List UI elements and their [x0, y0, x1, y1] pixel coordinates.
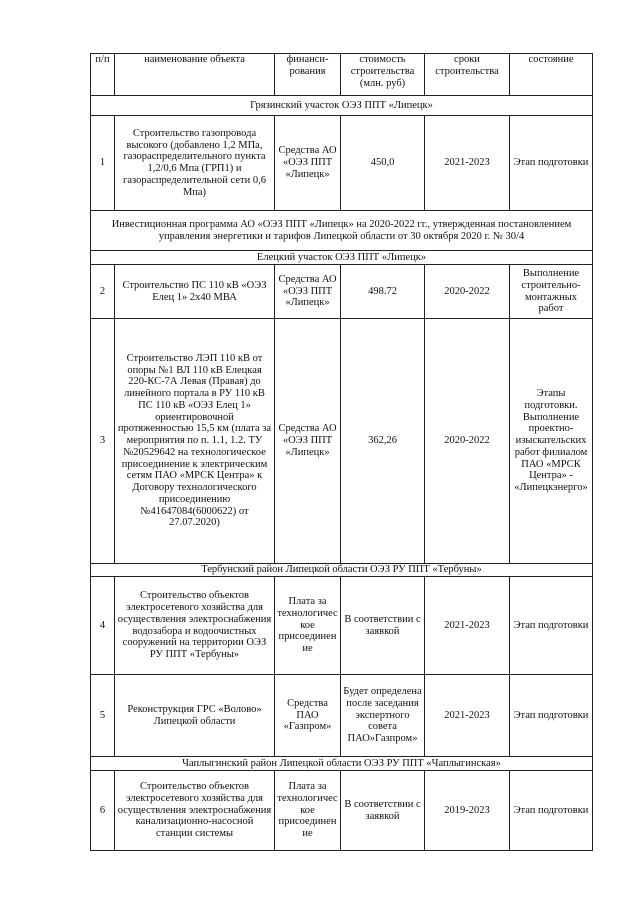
- header-period: сроки строительства: [425, 54, 510, 96]
- section-row: [91, 757, 593, 771]
- row-period: 2019-2023: [425, 771, 510, 851]
- row-num: 3: [91, 319, 115, 564]
- row-cost: В соответствии с заявкой: [341, 577, 425, 675]
- row-name: Строительство объектов электросетевого хозяйства для осуществления электроснабжения канализационно-насосной станции системы: [115, 771, 275, 851]
- table-row: [91, 319, 593, 564]
- row-financing: Плата за технологическое присоединение: [275, 771, 341, 851]
- row-status: Этап подготовки: [510, 116, 593, 211]
- header-name: наименование объекта: [115, 54, 275, 96]
- section-title: Чаплыгинский район Липецкой области ОЭЗ РУ ППТ «Чаплыгинская»: [91, 757, 593, 771]
- section-row: [91, 564, 593, 577]
- row-cost: 498.72: [341, 265, 425, 319]
- row-status: Этап подготовки: [510, 577, 593, 675]
- row-period: 2021-2023: [425, 116, 510, 211]
- row-cost: В соответствии с заявкой: [341, 771, 425, 851]
- row-financing: Средства АО «ОЭЗ ППТ «Липецк»: [275, 319, 341, 564]
- section-title: Инвестиционная программа АО «ОЭЗ ППТ «Липецк» на 2020-2022 гг., утвержденная постановлением управления энергетики и тарифов Липецкой области от 30 октября 2020 г. № 30/4: [91, 211, 593, 251]
- header-financing: финанси-рования: [275, 54, 341, 96]
- section-row: [91, 96, 593, 116]
- section-row: [91, 211, 593, 251]
- table-row: [91, 116, 593, 211]
- row-status: Этап подготовки: [510, 771, 593, 851]
- table-header-row: [91, 54, 593, 96]
- row-num: 4: [91, 577, 115, 675]
- row-period: 2020-2022: [425, 265, 510, 319]
- table-row: [91, 675, 593, 757]
- row-name: Строительство объектов электросетевого хозяйства для осуществления электроснабжения водозабора и водоочистных сооружений на территории ОЭЗ РУ ППТ «Тербуны»: [115, 577, 275, 675]
- row-cost: 362,26: [341, 319, 425, 564]
- section-title: Елецкий участок ОЭЗ ППТ «Липецк»: [91, 251, 593, 265]
- row-status: Этап подготовки: [510, 675, 593, 757]
- header-num: п/п: [91, 54, 115, 96]
- row-status: Выполнение строительно-монтажных работ: [510, 265, 593, 319]
- row-num: 1: [91, 116, 115, 211]
- section-row: [91, 251, 593, 265]
- row-name: Строительство ЛЭП 110 кВ от опоры №1 ВЛ 110 кВ Елецкая 220-КС-7А Левая (Правая) до линейного портала в РУ 110 кВ ПС 110 кВ «ОЭЗ Елец 1» ориентировочной протяженностью 15,5 км (плата за мероприятия по п. 1.1, 1.2. ТУ №20529642 на технологическое присоединение к электрическим сетям ПАО «МРСК Центра» к Договору технологического присоединению №41647084(6000622) от 27.07.2020): [115, 319, 275, 564]
- row-num: 2: [91, 265, 115, 319]
- row-name: Строительство газопровода высокого (добавлено 1,2 МПа, газораспределительного пункта 1,2/0,6 Мпа (ГРП1) и газораспределительной сети 0,6 Мпа): [115, 116, 275, 211]
- row-period: 2020-2022: [425, 319, 510, 564]
- table-row: [91, 577, 593, 675]
- section-title: Грязинский участок ОЭЗ ППТ «Липецк»: [91, 96, 593, 116]
- row-num: 5: [91, 675, 115, 757]
- section-title: Тербунский район Липецкой области ОЭЗ РУ ППТ «Тербуны»: [91, 564, 593, 577]
- investment-table: [90, 53, 593, 851]
- header-cost: стоимость строительства (млн. руб): [341, 54, 425, 96]
- row-financing: Средства ПАО «Газпром»: [275, 675, 341, 757]
- table-row: [91, 265, 593, 319]
- row-num: 6: [91, 771, 115, 851]
- row-status: Этапы подготовки. Выполнение проектно-изыскательских работ филиалом ПАО «МРСК Центра» - «Липецкэнерго»: [510, 319, 593, 564]
- row-period: 2021-2023: [425, 675, 510, 757]
- row-period: 2021-2023: [425, 577, 510, 675]
- row-name: Реконструкция ГРС «Волово» Липецкой области: [115, 675, 275, 757]
- row-cost: 450,0: [341, 116, 425, 211]
- row-cost: Будет определена после заседания экспертного совета ПАО»Газпром»: [341, 675, 425, 757]
- table-row: [91, 771, 593, 851]
- row-financing: Плата за технологическое присоединение: [275, 577, 341, 675]
- row-financing: Средства АО «ОЭЗ ППТ «Липецк»: [275, 265, 341, 319]
- row-name: Строительство ПС 110 кВ «ОЭЗ Елец 1» 2х40 МВА: [115, 265, 275, 319]
- row-financing: Средства АО «ОЭЗ ППТ «Липецк»: [275, 116, 341, 211]
- header-status: состояние: [510, 54, 593, 96]
